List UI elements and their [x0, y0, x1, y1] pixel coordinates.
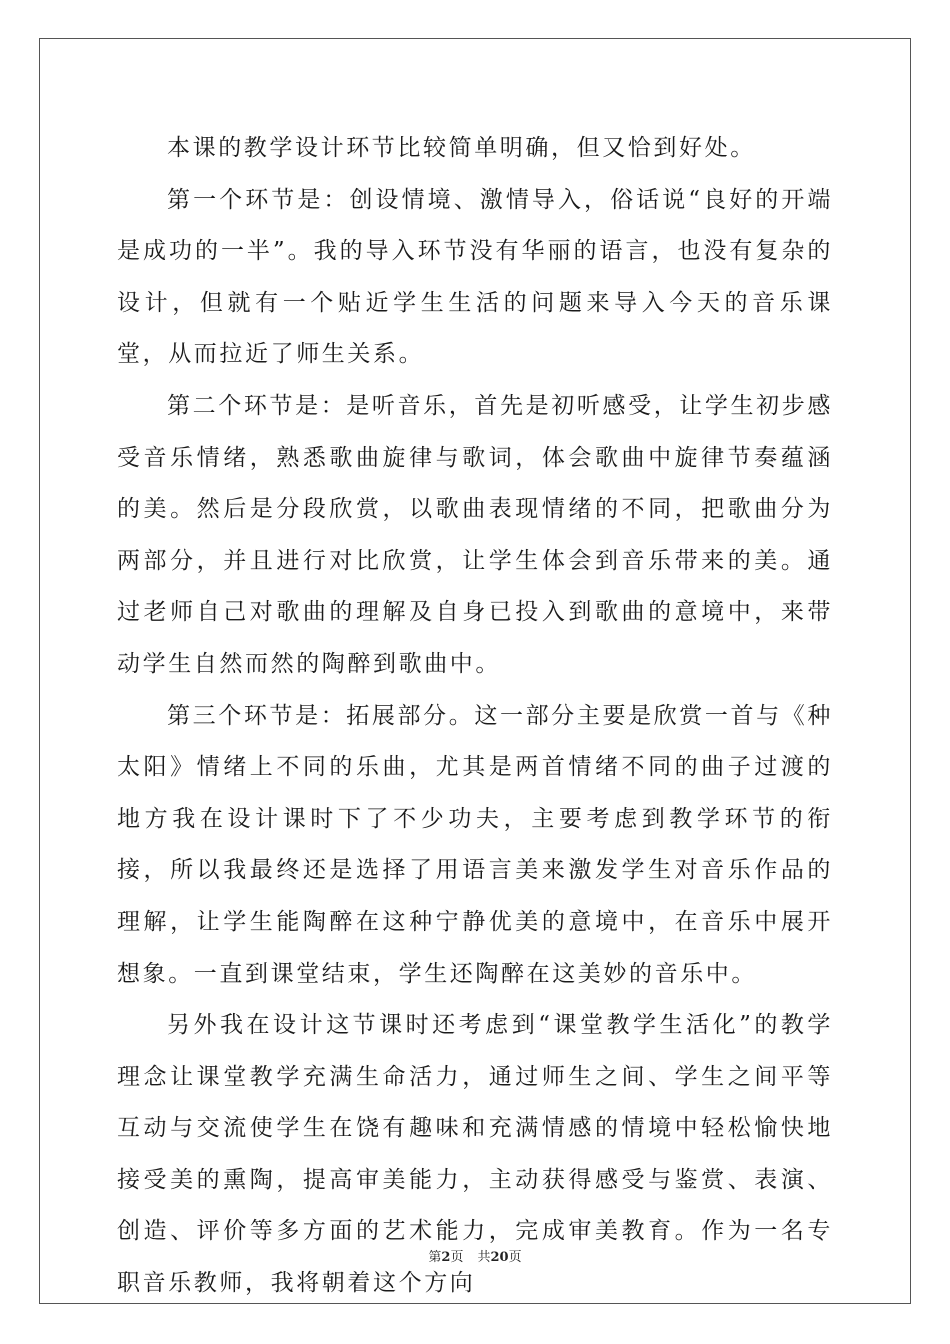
paragraph-4: 第三个环节是：拓展部分。这一部分主要是欣赏一首与《种太阳》情绪上不同的乐曲，尤其是两首情绪不同的曲子过渡的地方我在设计课时下了不少功夫，主要考虑到教学环节的衔接，所以我最终还是选择了用语言美来激发学生对音乐作品的理解，让学生能陶醉在这种宁静优美的意境中，在音乐中展开想象。一直到课堂结束，学生还陶醉在这美妙的音乐中。: [117, 702, 833, 987]
total-prefix: 共: [477, 1250, 491, 1265]
page-number: 2: [441, 1250, 451, 1265]
paragraph-1: 本课的教学设计环节比较简单明确，但又恰到好处。: [167, 135, 756, 161]
page-prefix: 第: [428, 1250, 442, 1265]
total-suffix: 页: [508, 1250, 522, 1265]
paragraph-2: 第一个环节是：创设情境、激情导入，俗话说“良好的开端是成功的一半”。我的导入环节没有华丽的语言，也没有复杂的设计，但就有一个贴近学生生活的问题来导入今天的音乐课堂，从而拉近了师生关系。: [117, 186, 833, 368]
document-body: [117, 123, 833, 1310]
page-footer: [0, 1246, 950, 1265]
page-suffix: 页: [450, 1250, 464, 1265]
paragraph-5: 另外我在设计这节课时还考虑到“课堂教学生活化”的教学理念让课堂教学充满生命活力，通过师生之间、学生之间平等互动与交流使学生在饶有趣味和充满情感的情境中轻松愉快地接受美的熏陶，提高审美能力，主动获得感受与鉴赏、表演、创造、评价等多方面的艺术能力，完成审美教育。作为一名专职音乐教师，我将朝着这个方向: [117, 1012, 833, 1297]
total-pages: 20: [490, 1250, 509, 1265]
paragraph-3: 第二个环节是：是听音乐，首先是初听感受，让学生初步感受音乐情绪，熟悉歌曲旋律与歌词，体会歌曲中旋律节奏蕴涵的美。然后是分段欣赏，以歌曲表现情绪的不同，把歌曲分为两部分，并且进行对比欣赏，让学生体会到音乐带来的美。通过老师自己对歌曲的理解及自身已投入到歌曲的意境中，来带动学生自然而然的陶醉到歌曲中。: [117, 392, 833, 677]
